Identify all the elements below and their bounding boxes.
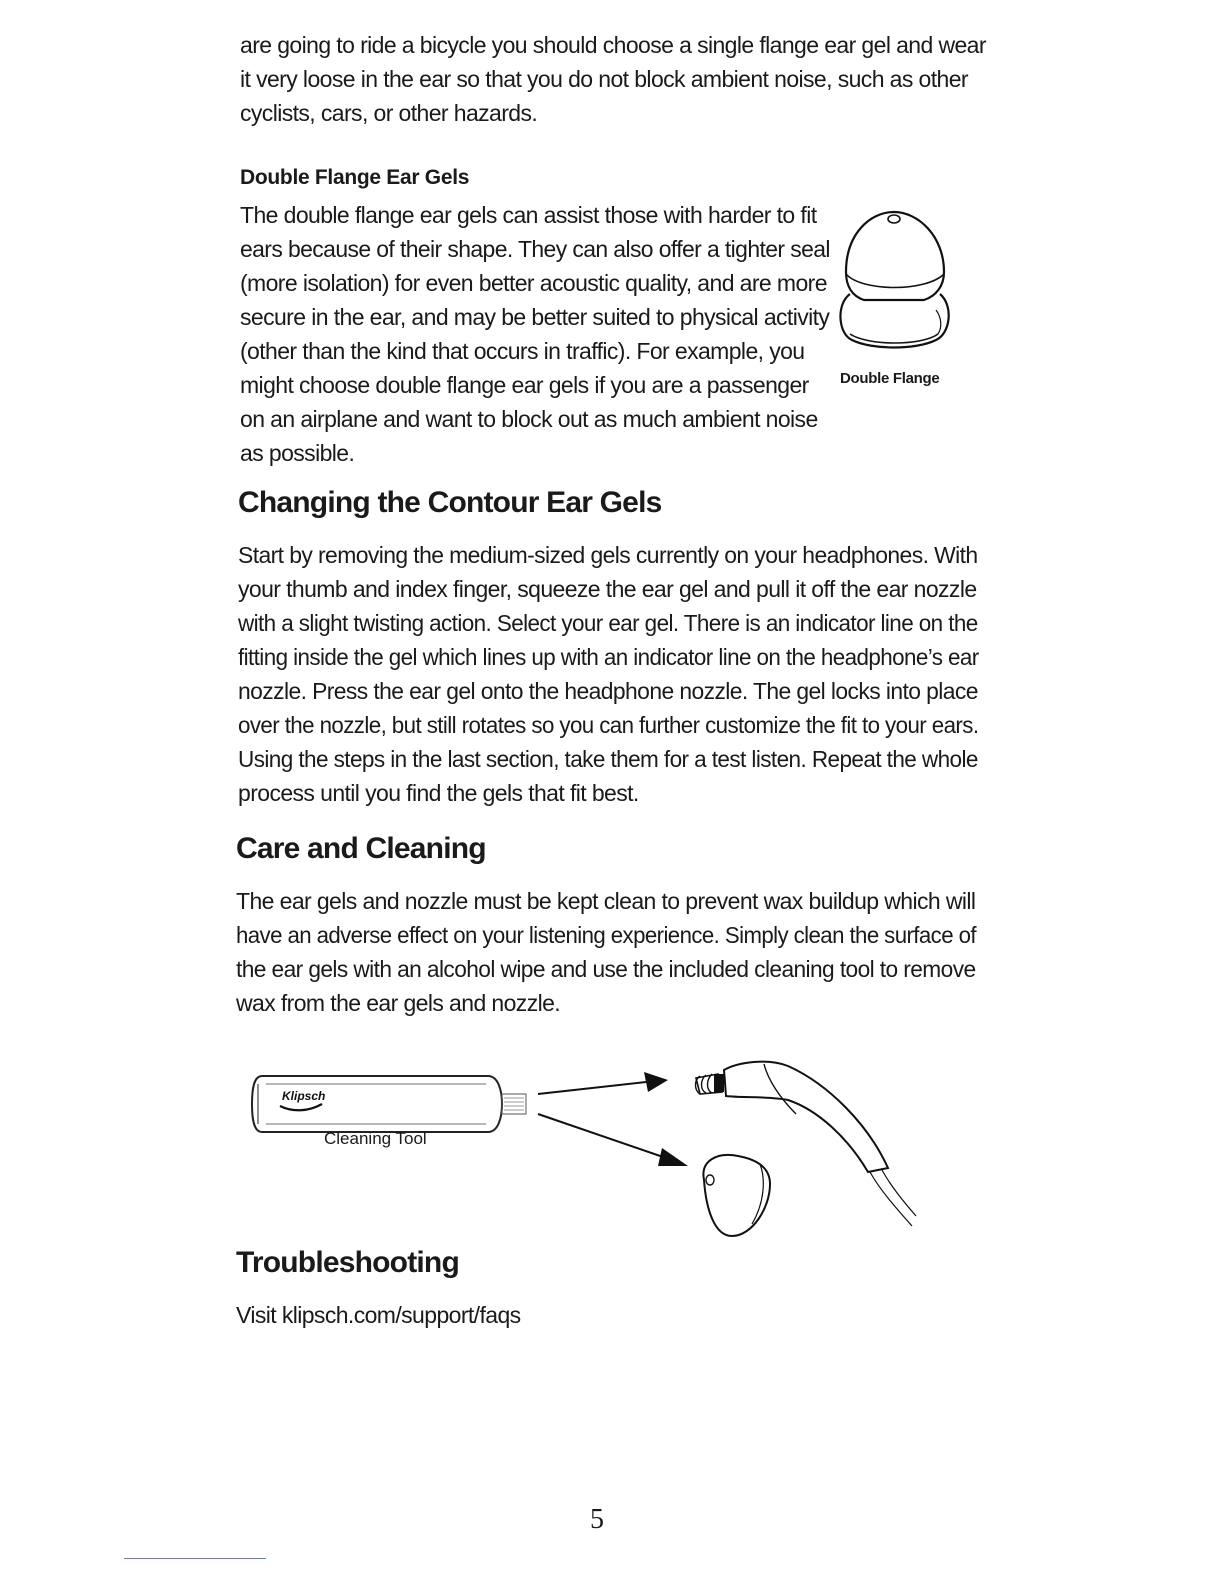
- arrow-icon: [538, 1072, 668, 1094]
- care-cleaning-heading: Care and Cleaning: [236, 832, 486, 865]
- text-line: Start by removing the medium-sized gels currently on your headphones. With: [238, 542, 978, 568]
- changing-gels-heading: Changing the Contour Ear Gels: [238, 486, 662, 519]
- cleaning-tool: [252, 1076, 526, 1148]
- text-line: The ear gels and nozzle must be kept clean to prevent wax buildup which will: [236, 888, 976, 914]
- double-flange-heading: Double Flange Ear Gels: [240, 166, 470, 189]
- text-line: cyclists, cars, or other hazards.: [240, 100, 538, 126]
- text-line: as possible.: [240, 440, 355, 466]
- earphone-illustration: [696, 1062, 917, 1226]
- text-line: your thumb and index finger, squeeze the ear gel and pull it off the ear nozzle: [238, 576, 977, 602]
- text-line: process until you find the gels that fit best.: [238, 780, 639, 806]
- intro-paragraph: [240, 28, 1000, 130]
- text-line: have an adverse effect on your listening experience. Simply clean the surface of: [236, 922, 976, 948]
- text-line: it very loose in the ear so that you do not block ambient noise, such as other: [240, 66, 968, 92]
- text-line: wax from the ear gels and nozzle.: [236, 990, 561, 1016]
- text-line: (other than the kind that occurs in traffic). For example, you: [240, 338, 805, 364]
- double-flange-paragraph: [240, 198, 830, 470]
- footer-rule: [124, 1558, 266, 1559]
- text-line: fitting inside the gel which lines up with an indicator line on the headphone’s ear: [238, 644, 979, 670]
- text-line: on an airplane and want to block out as much ambient noise: [240, 406, 818, 432]
- page-number: 5: [590, 1504, 604, 1535]
- double-flange-ear-gel-illustration: [832, 206, 956, 356]
- text-line: with a slight twisting action. Select your ear gel. There is an indicator line on the: [238, 610, 978, 636]
- cleaning-tool-logo: Klipsch: [282, 1089, 326, 1103]
- text-line: are going to ride a bicycle you should choose a single flange ear gel and wear: [240, 32, 986, 58]
- cleaning-tool-illustration: [248, 1040, 928, 1240]
- care-cleaning-paragraph: [236, 884, 976, 1020]
- double-flange-caption: Double Flange: [840, 370, 940, 387]
- single-ear-gel-illustration: [703, 1155, 770, 1236]
- text-line: Using the steps in the last section, take them for a test listen. Repeat the whole: [238, 746, 978, 772]
- text-line: might choose double flange ear gels if you are a passenger: [240, 372, 809, 398]
- text-line: over the nozzle, but still rotates so you can further customize the fit to your ears.: [238, 712, 979, 738]
- arrow-icon: [538, 1114, 688, 1166]
- text-line: (more isolation) for even better acoustic quality, and are more: [240, 270, 827, 296]
- cleaning-tool-caption: Cleaning Tool: [324, 1129, 427, 1148]
- text-line: the ear gels with an alcohol wipe and use the included cleaning tool to remove: [236, 956, 976, 982]
- text-line: ears because of their shape. They can also offer a tighter seal: [240, 236, 830, 262]
- troubleshooting-text: Visit klipsch.com/support/faqs: [236, 1302, 521, 1328]
- text-line: secure in the ear, and may be better suited to physical activity: [240, 304, 830, 330]
- text-line: nozzle. Press the ear gel onto the headphone nozzle. The gel locks into place: [238, 678, 978, 704]
- text-line: The double flange ear gels can assist those with harder to fit: [240, 202, 817, 228]
- troubleshooting-heading: Troubleshooting: [236, 1246, 459, 1279]
- changing-gels-paragraph: [238, 538, 978, 810]
